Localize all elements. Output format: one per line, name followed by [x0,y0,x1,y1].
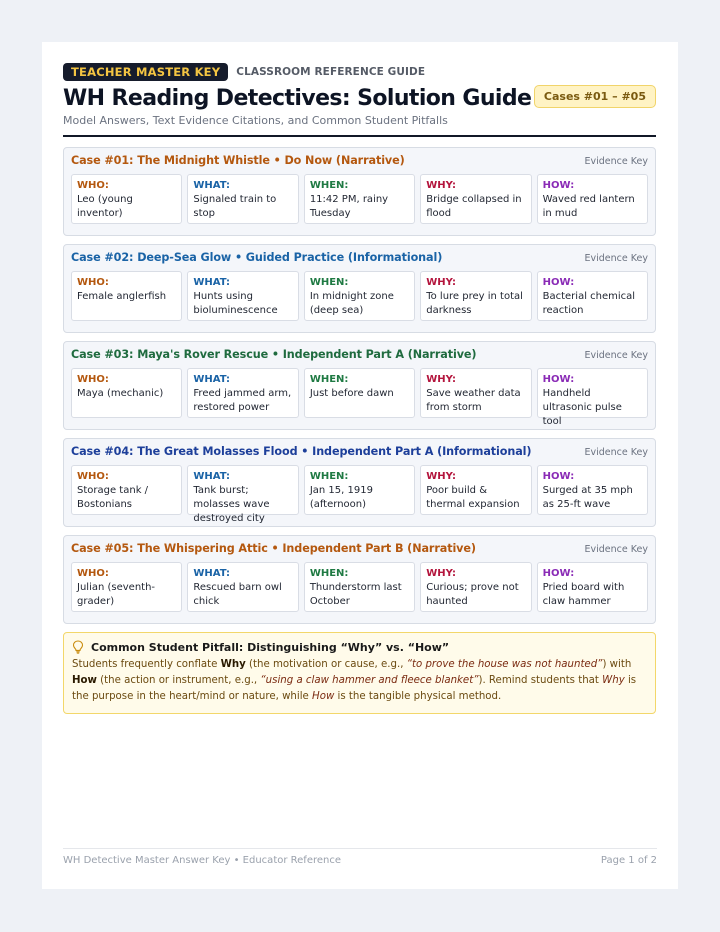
pitfall-text: ). Remind students that [478,675,603,686]
who-cell [71,465,182,515]
header-divider [63,135,656,137]
case-list [63,147,656,624]
how-answer: Surged at 35 mph as 25-ft wave [542,485,633,510]
what-cell [187,271,298,321]
how-answer: Waved red lantern in mud [542,194,635,219]
page [42,42,678,889]
case-header [71,245,648,271]
case-card [63,438,656,527]
who-answer: Leo (young inventor) [77,194,133,219]
who-answer: Maya (mechanic) [77,388,164,399]
what-answer: Hunts using bioluminescence [193,291,278,316]
when-label: WHEN: [309,374,349,385]
answer-row [71,562,648,612]
footer-divider [63,848,657,849]
case-card [63,147,656,236]
who-label: WHO: [77,277,109,288]
what-cell [187,465,298,524]
when-answer: Jan 15, 1919 (afternoon) [309,485,373,510]
how-cell [537,465,648,515]
case-title: Case #05: The Whispering Attic • Independent Part B (Narrative) [71,542,476,555]
page-title: WH Reading Detectives: Solution Guide [63,86,532,111]
why-term: Why [220,659,246,670]
why-italic-term: Why [602,675,625,686]
who-label: WHO: [77,568,109,579]
how-answer: Bacterial chemical reaction [542,291,636,316]
why-cell [420,368,531,418]
pitfall-text: is the tangible physical method. [334,691,502,702]
content [63,63,656,714]
what-label: WHAT: [193,180,231,191]
how-label: HOW: [542,374,575,385]
why-answer: To lure prey in total darkness [426,291,523,316]
how-term: How [72,675,97,686]
case-title: Case #02: Deep-Sea Glow • Guided Practice (Informational) [71,251,443,264]
who-answer: Storage tank / Bostonians [77,485,149,510]
page-number: Page 1 of 2 [600,855,657,866]
how-cell [537,271,648,321]
when-answer: Just before dawn [309,388,394,399]
what-label: WHAT: [193,374,231,385]
case-title: Case #04: The Great Molasses Flood • Independent Part A (Informational) [71,445,532,458]
what-answer: Signaled train to stop [193,194,277,219]
when-label: WHEN: [309,180,349,191]
evidence-key-label: Evidence Key [584,447,648,458]
title-row [63,85,656,112]
how-label: HOW: [542,180,575,191]
answer-row [71,368,648,427]
answer-row [71,465,648,524]
when-cell [304,465,415,515]
how-italic-term: How [312,691,335,702]
why-answer: Save weather data from storm [426,388,521,413]
tagline [63,63,656,81]
master-key-tag: TEACHER MASTER KEY [63,63,228,81]
footer-text: WH Detective Master Answer Key • Educator Reference [63,855,341,866]
what-label: WHAT: [193,277,231,288]
what-cell [187,174,298,224]
why-label: WHY: [426,180,456,191]
what-cell [187,368,298,418]
who-label: WHO: [77,180,109,191]
evidence-key-label: Evidence Key [584,350,648,361]
evidence-key-label: Evidence Key [584,253,648,264]
how-label: HOW: [542,277,575,288]
answer-row [71,271,648,321]
pitfall-callout [63,632,656,714]
who-cell [71,271,182,321]
when-label: WHEN: [309,277,349,288]
how-answer: Handheld ultrasonic pulse tool [542,388,622,427]
how-label: HOW: [542,471,575,482]
when-cell [304,562,415,612]
cases-badge: Cases #01 – #05 [534,85,656,108]
who-answer: Julian (seventh-grader) [77,582,156,607]
pitfall-text: Students frequently conflate [72,659,221,670]
why-answer: Bridge collapsed in flood [426,194,522,219]
what-cell [187,562,298,612]
what-label: WHAT: [193,471,231,482]
pitfall-header [72,639,647,655]
evidence-key-label: Evidence Key [584,156,648,167]
pitfall-text: (the action or instrument, e.g., [96,675,261,686]
why-cell [420,562,531,612]
pitfall-text: ) with [602,659,632,670]
why-answer: Poor build & thermal expansion [426,485,520,510]
who-label: WHO: [77,471,109,482]
how-cell [537,368,648,427]
what-label: WHAT: [193,568,231,579]
what-answer: Rescued barn owl chick [193,582,282,607]
case-header [71,148,648,174]
who-cell [71,562,182,612]
when-answer: 11:42 PM, rainy Tuesday [309,194,389,219]
what-answer: Freed jammed arm, restored power [193,388,292,413]
why-cell [420,174,531,224]
why-cell [420,465,531,515]
why-label: WHY: [426,374,456,385]
case-card [63,535,656,624]
lightbulb-icon [72,640,84,654]
why-example: “to prove the house was not haunted” [406,659,603,670]
who-cell [71,174,182,224]
case-header [71,536,648,562]
pitfall-title: Common Student Pitfall: Distinguishing “Why” vs. “How” [91,640,450,654]
how-cell [537,562,648,612]
when-answer: Thunderstorm last October [309,582,402,607]
who-answer: Female anglerfish [77,291,167,302]
who-cell [71,368,182,418]
pitfall-body [72,657,647,705]
why-answer: Curious; prove not haunted [426,582,519,607]
reference-guide-label: CLASSROOM REFERENCE GUIDE [236,66,426,78]
case-header [71,342,648,368]
why-label: WHY: [426,568,456,579]
when-cell [304,368,415,418]
case-header [71,439,648,465]
evidence-key-label: Evidence Key [584,544,648,555]
why-label: WHY: [426,277,456,288]
how-label: HOW: [542,568,575,579]
case-title: Case #03: Maya's Rover Rescue • Independent Part A (Narrative) [71,348,477,361]
pitfall-text: is the purpose in the heart/mind or nature, while [72,675,637,702]
when-cell [304,271,415,321]
how-answer: Pried board with claw hammer [542,582,625,607]
why-label: WHY: [426,471,456,482]
when-label: WHEN: [309,471,349,482]
when-cell [304,174,415,224]
case-card [63,244,656,333]
what-answer: Tank burst; molasses wave destroyed city [193,485,270,524]
answer-row [71,174,648,224]
why-cell [420,271,531,321]
when-label: WHEN: [309,568,349,579]
case-card [63,341,656,430]
how-cell [537,174,648,224]
when-answer: In midnight zone (deep sea) [309,291,394,316]
pitfall-text: (the motivation or cause, e.g., [245,659,407,670]
how-example: “using a claw hammer and fleece blanket” [260,675,479,686]
who-label: WHO: [77,374,109,385]
case-title: Case #01: The Midnight Whistle • Do Now (Narrative) [71,154,405,167]
page-subtitle: Model Answers, Text Evidence Citations, and Common Student Pitfalls [63,114,448,127]
